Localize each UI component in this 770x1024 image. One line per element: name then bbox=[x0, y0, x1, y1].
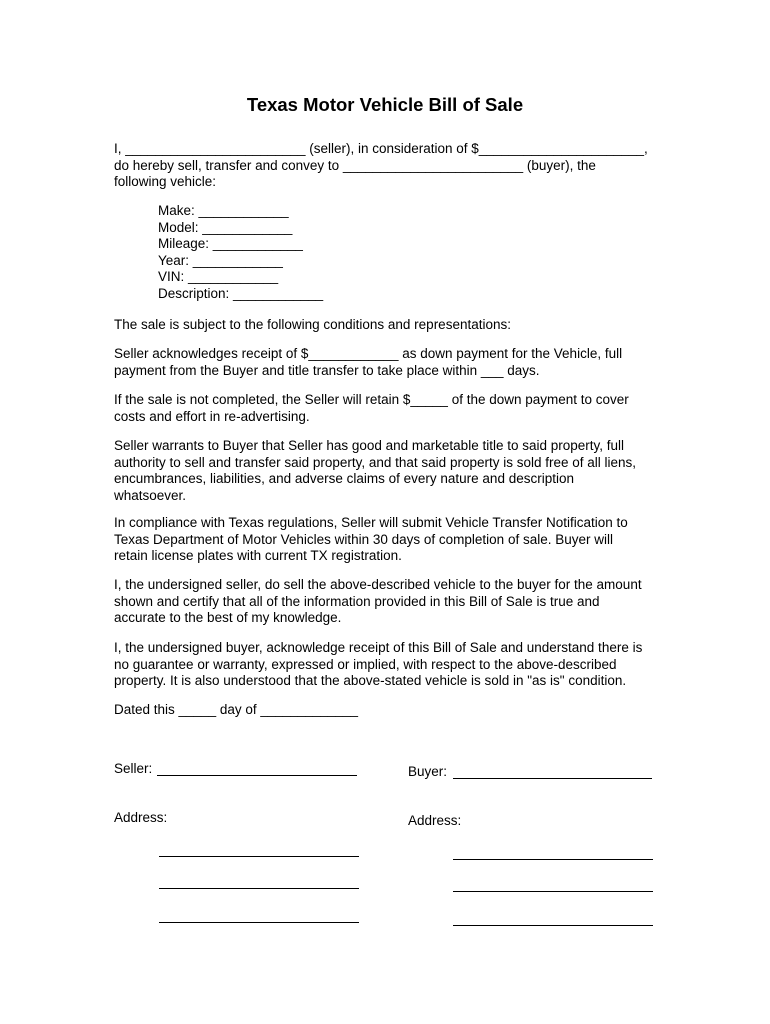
seller-certification-paragraph: I, the undersigned seller, do sell the above-described vehicle to the buyer for the amount shown and certify that all of the information provided in this Bill of Sale is true and accurate to the best of my knowledge. bbox=[114, 577, 642, 625]
seller-address-label: Address: bbox=[114, 810, 168, 825]
vehicle-mileage: Mileage: ____________ bbox=[158, 236, 303, 251]
buyer-acknowledgement-paragraph: I, the undersigned buyer, acknowledge receipt of this Bill of Sale and understand there is no guarantee or warranty, expressed or implied, with respect to the above-described property. It is also understood that the above-stated vehicle is sold in "as is" condition. bbox=[114, 640, 643, 688]
seller-address-line-2 bbox=[159, 888, 359, 889]
buyer-label: Buyer: bbox=[408, 764, 448, 779]
vehicle-make: Make: ____________ bbox=[158, 203, 289, 218]
buyer-address-line-1 bbox=[453, 859, 653, 860]
seller-address-line-1 bbox=[159, 856, 359, 857]
retention-paragraph: If the sale is not completed, the Seller will retain $_____ of the down payment to cover costs and effort in re-advertising. bbox=[114, 392, 629, 424]
vehicle-fields-list bbox=[158, 203, 323, 302]
seller-signature-line bbox=[157, 775, 357, 776]
dated-line: Dated this _____ day of _____________ bbox=[114, 702, 358, 717]
seller-address-line-3 bbox=[159, 922, 359, 923]
warranty-paragraph: Seller warrants to Buyer that Seller has good and marketable title to said property, full authority to sell and transfer said property, and that said property is sold free of all liens, encumbrances, liabilities, and adverse claims of every nature and description whatsoever. bbox=[114, 438, 637, 503]
buyer-address-line-3 bbox=[453, 925, 653, 926]
down-payment-paragraph: Seller acknowledges receipt of $____________ as down payment for the Vehicle, full payment from the Buyer and title transfer to take place within ___ days. bbox=[114, 346, 623, 378]
buyer-address-line-2 bbox=[453, 891, 653, 892]
seller-label: Seller: bbox=[114, 761, 153, 776]
vehicle-year: Year: ____________ bbox=[158, 252, 283, 268]
intro-paragraph: I, ________________________ (seller), in consideration of $______________________, do hereby sell, transfer and convey to ________________________ (buyer), the following vehicle: bbox=[114, 141, 648, 189]
compliance-paragraph: In compliance with Texas regulations, Seller will submit Vehicle Transfer Notification to Texas Department of Motor Vehicles within 30 days of completion of sale. Buyer will retain license plates with current TX registration. bbox=[114, 515, 628, 563]
buyer-address-label: Address: bbox=[408, 813, 462, 828]
conditions-intro: The sale is subject to the following conditions and representations: bbox=[114, 317, 511, 332]
vehicle-description: Description: ____________ bbox=[158, 285, 324, 301]
buyer-signature-line bbox=[453, 778, 652, 779]
document-title: Texas Motor Vehicle Bill of Sale bbox=[246, 94, 524, 115]
vehicle-model: Model: ____________ bbox=[158, 219, 293, 235]
vehicle-vin: VIN: ____________ bbox=[158, 269, 279, 284]
